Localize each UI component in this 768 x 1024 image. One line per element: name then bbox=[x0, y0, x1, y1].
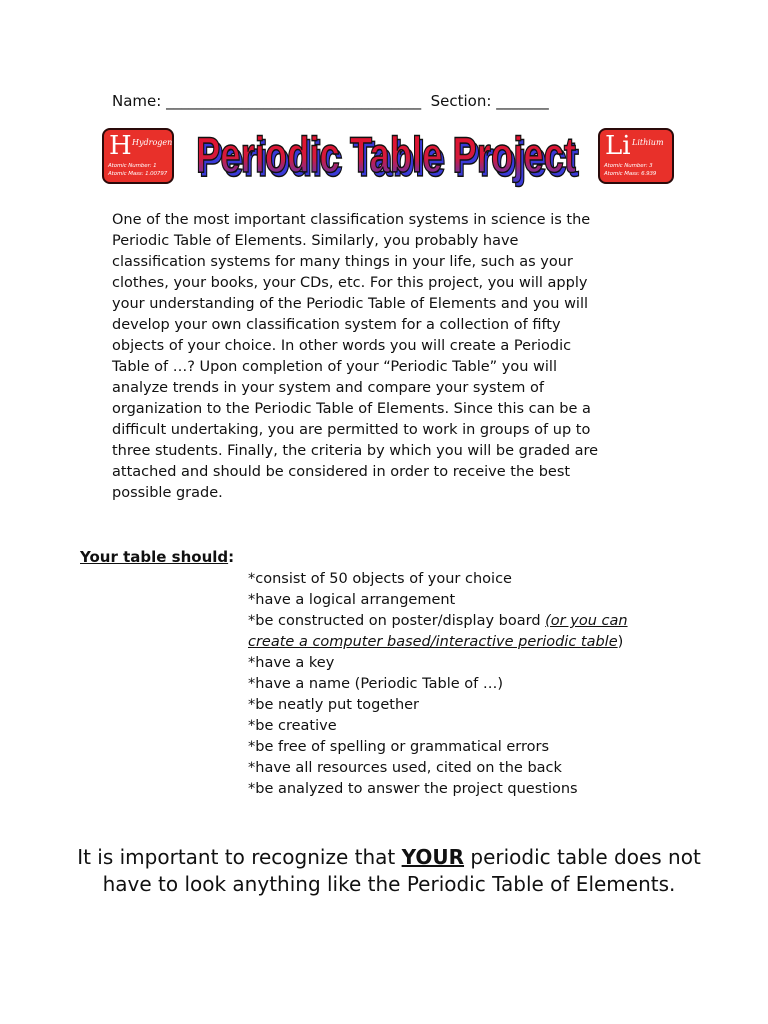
element-symbol: H bbox=[109, 131, 132, 161]
title-wordart bbox=[190, 118, 585, 192]
lithium-element-card bbox=[598, 128, 674, 184]
criteria-item: *be creative bbox=[248, 718, 337, 734]
closing-part-1: It is important to recognize that bbox=[77, 845, 402, 869]
criteria-item: *have a name (Periodic Table of …) bbox=[248, 676, 503, 692]
criteria-item: *have a logical arrangement bbox=[248, 592, 456, 608]
criteria-item: *have a key bbox=[248, 655, 335, 671]
criteria-note: create a computer based/interactive periodic table bbox=[248, 634, 618, 650]
criteria-item: *be neatly put together bbox=[248, 697, 420, 713]
section-blank: _______ bbox=[496, 92, 549, 110]
hydrogen-element-card bbox=[102, 128, 174, 184]
closing-statement bbox=[70, 844, 708, 898]
intro-paragraph: One of the most important classification systems in science is the Periodic Table of Elements. Similarly, you probably have classification systems for many things in your life, such as your clothes, your books, your CDs, etc. For this project, you will apply your understanding of the Periodic Table of Elements and you will develop your own classification system for a collection of fifty objects of your choice. In other words you will create a Periodic Table of …? Upon completion of your “Periodic Table” you will analyze trends in your system and compare your system of organization to the Periodic Table of Elements. Since this can be a difficult undertaking, you are permitted to work in groups of up to three students. Finally, the criteria by which you will be graded are attached and should be considered in order to receive the best possible grade. bbox=[112, 212, 599, 501]
criteria-item: *have all resources used, cited on the back bbox=[248, 760, 562, 776]
element-symbol: Li bbox=[605, 131, 631, 161]
element-atomic-number: Atomic Number: 1 bbox=[108, 163, 157, 169]
element-atomic-mass: Atomic Mass: 6.939 bbox=[604, 171, 657, 177]
criteria-item bbox=[248, 632, 628, 653]
criteria-list bbox=[248, 569, 628, 800]
closing-part-3: periodic table does not have to look anything like the Periodic Table of Elements. bbox=[102, 845, 701, 896]
criteria-item: *be free of spelling or grammatical errors bbox=[248, 739, 550, 755]
criteria-item bbox=[248, 611, 628, 632]
criteria-heading bbox=[80, 548, 234, 566]
name-label: Name: bbox=[112, 92, 162, 110]
title-shadow: Periodic Table Project bbox=[199, 131, 580, 187]
name-section-line bbox=[112, 92, 549, 110]
closing-emphasis: YOUR bbox=[401, 845, 465, 869]
element-name: Hydrogen bbox=[132, 138, 173, 147]
element-atomic-mass: Atomic Mass: 1.00797 bbox=[108, 171, 168, 177]
section-label: Section: bbox=[430, 92, 492, 110]
element-name: Lithium bbox=[632, 138, 664, 147]
criteria-note-close: ) bbox=[617, 634, 624, 650]
criteria-item: *be analyzed to answer the project questions bbox=[248, 781, 578, 797]
name-blank: __________________________________ bbox=[166, 92, 422, 110]
criteria-heading-label: Your table should bbox=[80, 548, 229, 566]
title-text: Periodic Table Project bbox=[196, 127, 577, 183]
page-title bbox=[190, 118, 585, 192]
criteria-text: *be constructed on poster/display board bbox=[248, 613, 546, 629]
criteria-heading-colon: : bbox=[228, 548, 235, 566]
criteria-note: (or you can bbox=[545, 613, 628, 629]
element-atomic-number: Atomic Number: 3 bbox=[604, 163, 653, 169]
criteria-item: *consist of 50 objects of your choice bbox=[248, 571, 512, 587]
